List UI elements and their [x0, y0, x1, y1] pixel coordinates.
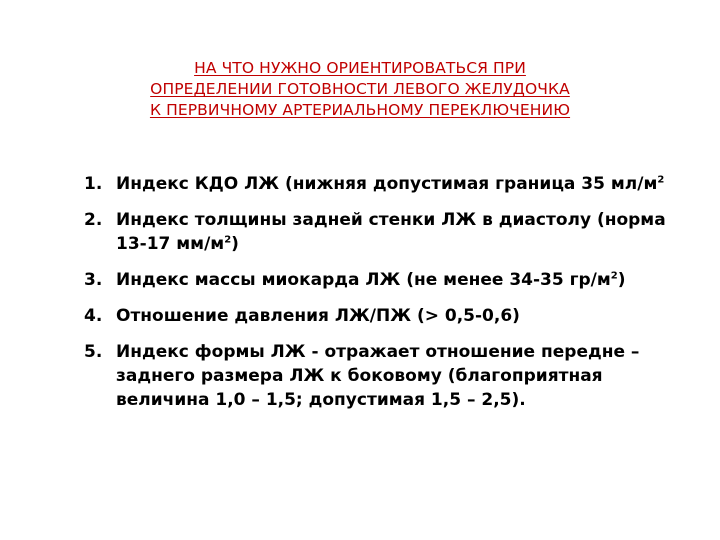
list-item-text [116, 172, 674, 196]
list-item-text [116, 340, 674, 412]
superscript: 2 [657, 174, 665, 186]
criteria-list [84, 172, 674, 424]
list-item-text-main: Индекс массы миокарда ЛЖ (не менее 34-35 гр/м [116, 270, 611, 290]
slide-title-line-2: ОПРЕДЕЛЕНИИ ГОТОВНОСТИ ЛЕВОГО ЖЕЛУДОЧКА [150, 80, 570, 98]
list-item-text-main: Индекс формы ЛЖ - отражает отношение передне – заднего размера ЛЖ к боковому (благоприятная величина 1,0 – 1,5; допустимая 1,5 – 2,5). [116, 342, 640, 410]
list-item-number: 4. [84, 306, 103, 326]
list-item-text-tail: ) [231, 234, 239, 254]
list-item [84, 340, 674, 412]
list-item-number: 5. [84, 342, 103, 362]
superscript: 2 [610, 270, 618, 282]
list-item-text [116, 304, 674, 328]
list-item [84, 304, 674, 328]
slide-title [100, 58, 620, 121]
list-item-text [116, 208, 674, 256]
list-item [84, 268, 674, 292]
list-item-number: 1. [84, 174, 103, 194]
list-item-number: 2. [84, 210, 103, 230]
list-item-text-main: Индекс КДО ЛЖ (нижняя допустимая граница 35 мл/м [116, 174, 658, 194]
list-item-text-main: Индекс толщины задней стенки ЛЖ в диастолу (норма 13-17 мм/м [116, 210, 666, 254]
list-item-text-tail: ) [617, 270, 626, 290]
list-item [84, 172, 674, 196]
list-item-text-main: Отношение давления ЛЖ/ПЖ (> 0,5-0,6) [116, 306, 520, 326]
superscript: 2 [224, 234, 232, 246]
slide-title-line-1: НА ЧТО НУЖНО ОРИЕНТИРОВАТЬСЯ ПРИ [194, 59, 526, 77]
list-item [84, 208, 674, 256]
list-item-text [116, 268, 674, 292]
slide-title-line-3: К ПЕРВИЧНОМУ АРТЕРИАЛЬНОМУ ПЕРЕКЛЮЧЕНИЮ [149, 101, 571, 119]
list-item-number: 3. [84, 270, 103, 290]
